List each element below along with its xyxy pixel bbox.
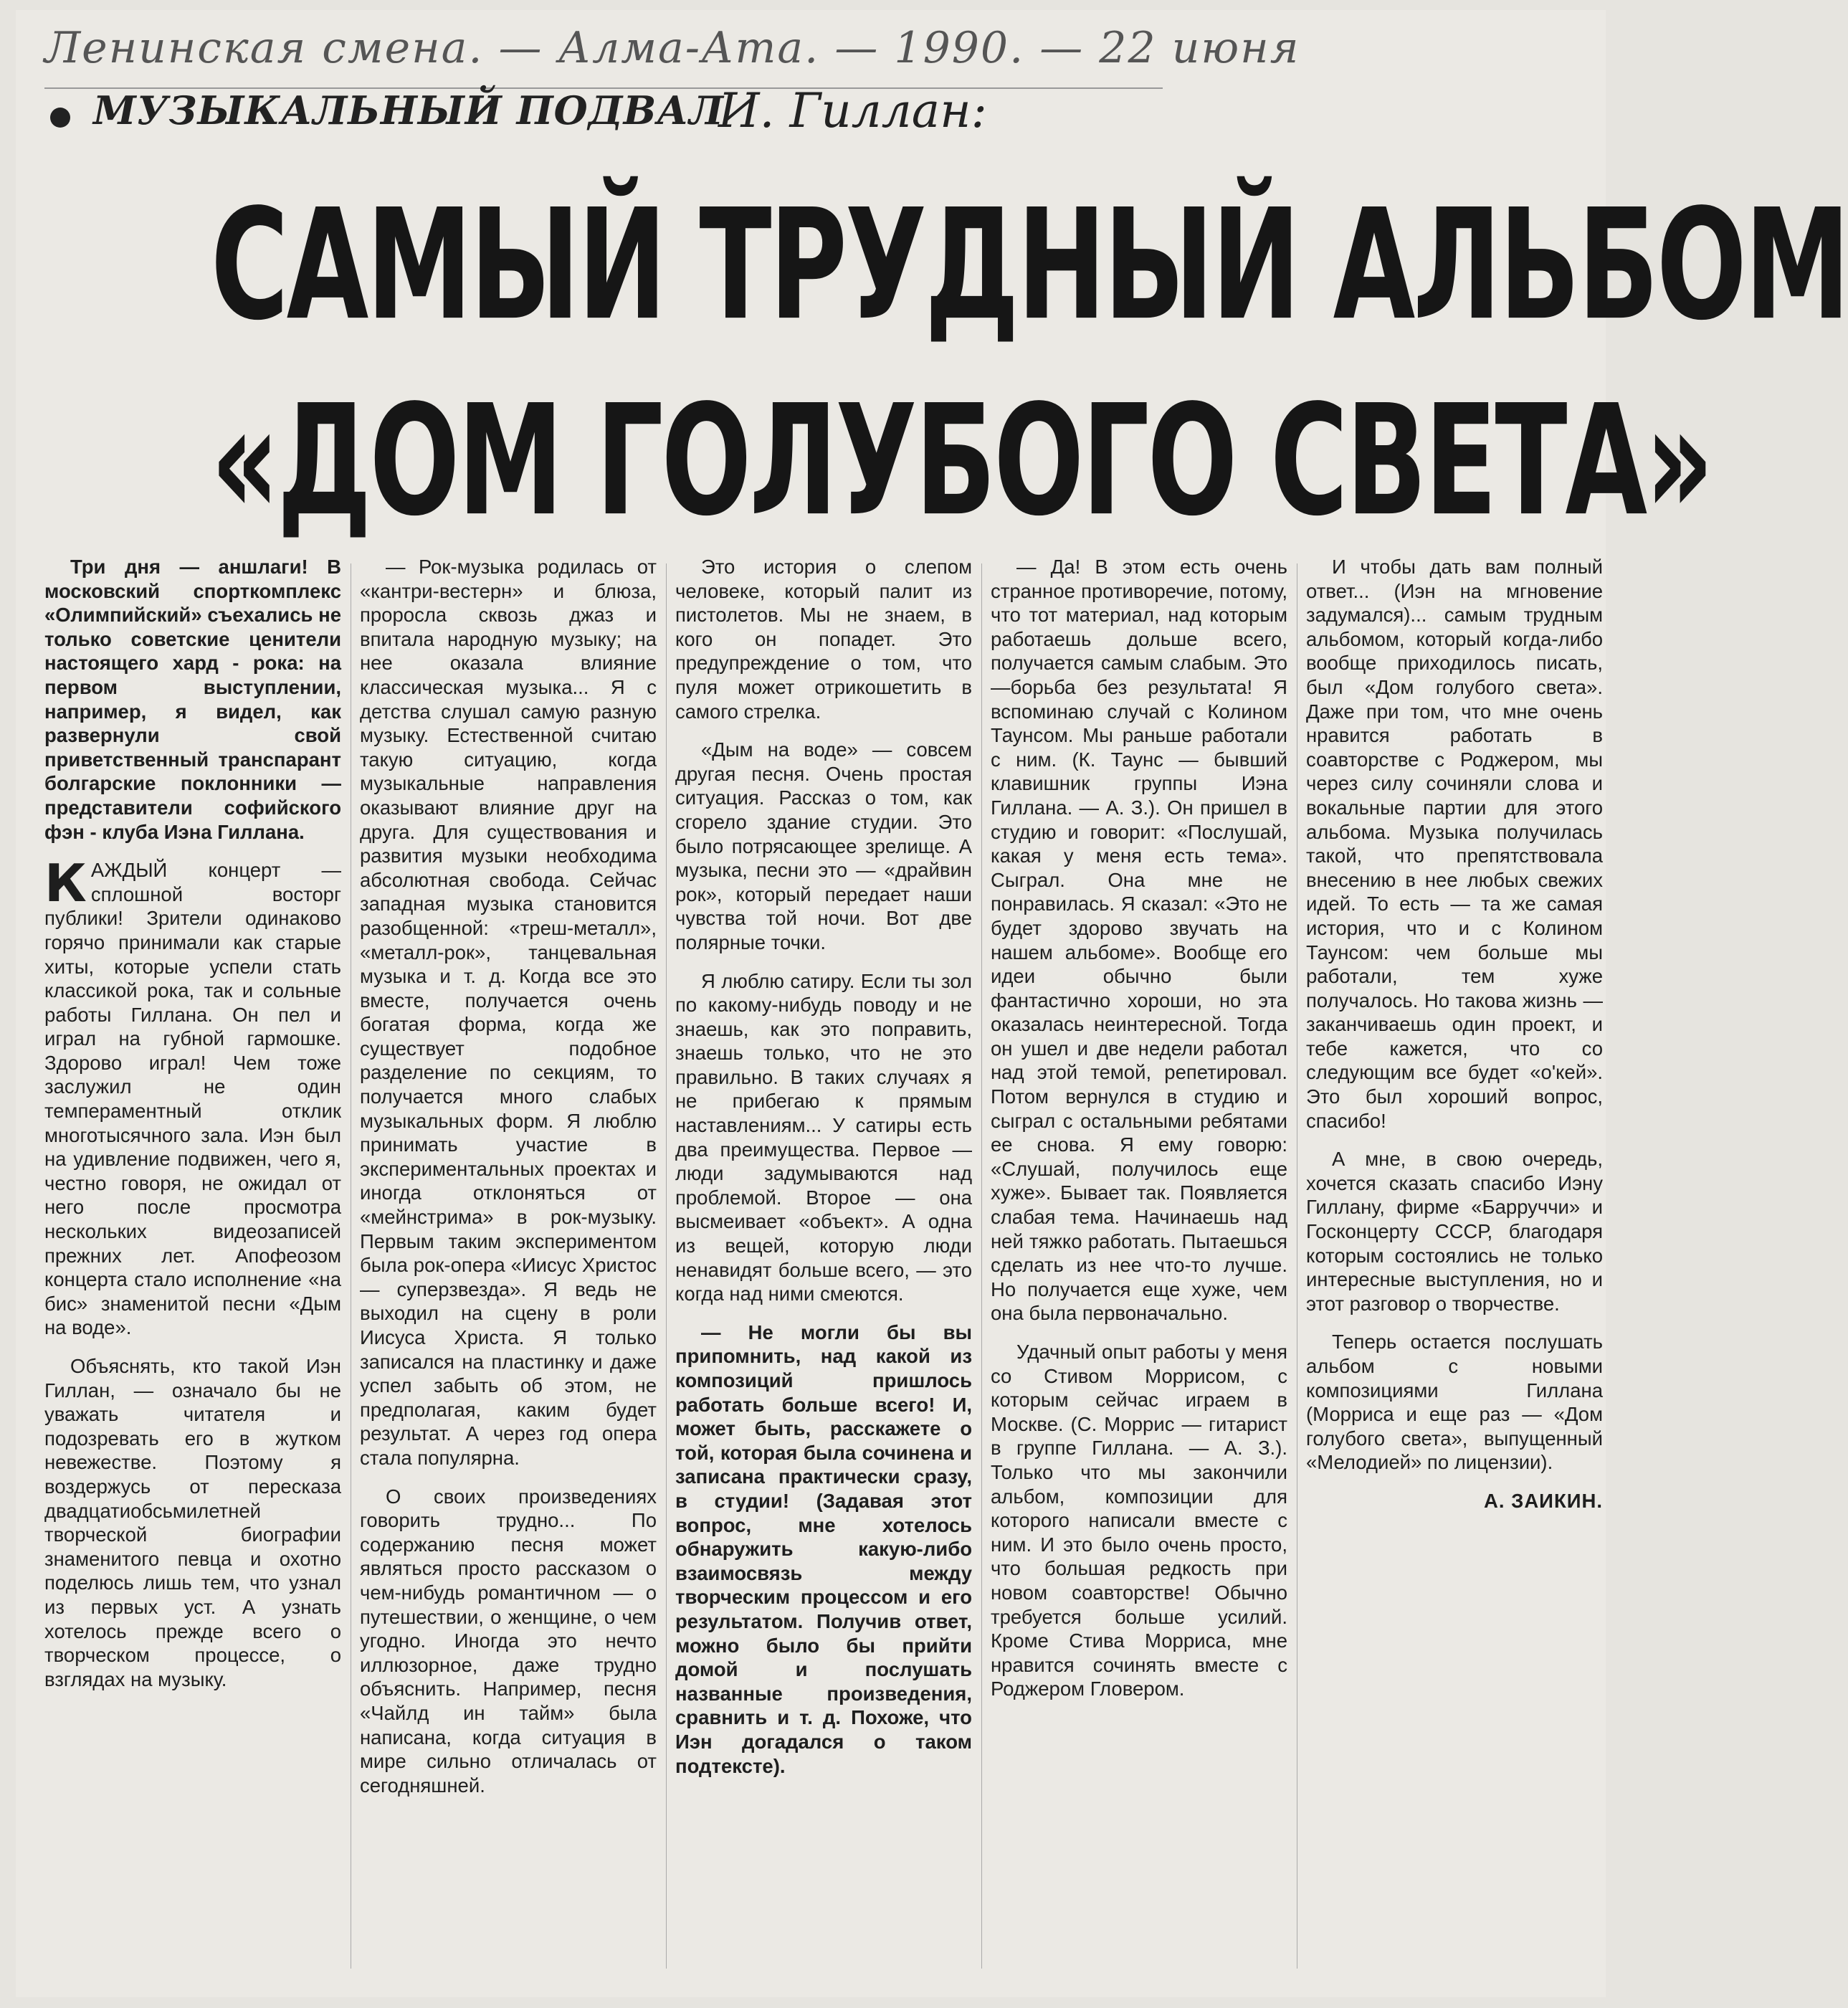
article-paragraph: — Рок-музыка родилась от «кантри-вестерн» и блюза, проросла сквозь джаз и впитала народную музыку; на нее оказала влияние классическая музыка... Я с детства слушал самую разную музыку. Естественной считаю такую ситуацию, когда музыкальные направления оказывают влияние друг на друга. Для существования и развития музыки необходима абсолютная свобода. Сейчас западная музыка становится разобщенной: «треш-металл», «металл-рок», танцевальная музыка и т. д. Когда все это вместе, получается очень богатая форма, когда же существует подобное разделение по секциям, то получается много слабых музыкальных форм. Я люблю принимать участие в экспериментальных проектах и иногда отклоняться от «мейнстрима» в рок-музыку. Первым таким экспериментом была рок-опера «Иисус Христос — суперзвезда». Я ведь не выходил на сцену в роли Иисуса Христа. Я только записался на пластинку и даже успел забыть об этом, не предполагая, каким будет результат. А через год опера стала популярна.	[360, 556, 657, 1469]
drop-cap: К	[44, 853, 87, 914]
column-divider	[666, 563, 667, 1969]
article-paragraph: Удачный опыт работы у меня со Стивом Моррисом, с которым сейчас играем в Москве. (С. Моррис — гитарист в группе Гиллана. — А. З.). Только что мы закончили альбом, композиции для которого написали вместе с ним. И это было очень просто, что большая редкость при новом соавторстве! Обычно требуется больше усилий. Кроме Стива Морриса, мне нравится сочинять вместе с Роджером Гловером.	[991, 1341, 1287, 1700]
article-lead: Три дня — аншлаги! В московский спорткомплекс «Олимпийский» съехались не только советские ценители настоящего хард - рока: на первом выступлении, например, я видел, как развернули свой приветственный транспарант болгарские поклонники — представители софийского фэн - клуба Иэна Гиллана.	[44, 556, 341, 843]
article-paragraph: А мне, в свою очередь, хочется сказать спасибо Иэну Гиллану, фирме «Барруччи» и Госконцерту СССР, благодаря которым состоялись не только интересные выступления, но и этот разговор о творчестве.	[1306, 1148, 1603, 1315]
handwritten-source-note: Ленинская смена. — Алма-Ата. — 1990. — 22 июня	[44, 23, 1163, 89]
article-paragraph: Объяснять, кто такой Иэн Гиллан, — означало бы не уважать читателя и подозревать его в жутком невежестве. Поэтому я воздержусь от пересказа двадцатиобсьмилетней творческой биографии знаменитого певца и охотно поделюсь лишь тем, что узнал из первых уст. А узнать хотелось прежде всего о творческом процессе, о взглядах на музыку.	[44, 1355, 341, 1690]
article-paragraph: «Дым на воде» — совсем другая песня. Очень простая ситуация. Рассказ о том, как сгорело здание студии. Это было потрясающее зрелище. А музыка, песни это — «драйвин рок», который передает наши чувства той ночи. Вот две полярные точки.	[675, 738, 972, 953]
article-paragraph: Я люблю сатиру. Если ты зол по какому-нибудь поводу и не знаешь, как это поправить, знаешь только, что не это правильно. В таких случаях я не прибегаю к прямым наставлениям... У сатиры есть два преимущества. Первое — люди задумываются над проблемой. Второе — она высмеивает «объект». А одна из вещей, которую люди ненавидят больше всего, — это когда над ними смеются.	[675, 969, 972, 1305]
article-paragraph: — Да! В этом есть очень странное противоречие, потому, что тот материал, над которым работаешь дольше всего, получается самым слабым. Это—борьба без результата! Я вспоминаю случай с Колином Таунсом. Мы раньше работали с ним. (К. Таунс — бывший клавишник группы Иэна Гиллана. — А. З.). Он пришел в студию и говорит: «Послушай, какая у меня есть тема». Сыграл. Она мне не понравилась. Я сказал: «Это не будет здорово звучать на нашем альбоме». Вообще его идеи обычно были фантастично хороши, но эта оказалась неинтересной. Тогда он ушел и две недели работал над этой темой, репетировал. Потом вернулся в студию и сыграл с остальными ребятами ее снова. Я ему говорю: «Слушай, получилось еще хуже». Бывает так. Появляется слабая тема. Начинаешь над ней тяжко работать. Пытаешься сделать из нее что-то лучше. Но получается еще хуже, чем она была первоначально.	[991, 556, 1287, 1325]
article-column-2	[360, 555, 657, 1981]
headline-line-2: «ДОМ ГОЛУБОГО СВЕТА»	[211, 372, 1712, 550]
article-paragraph: О своих произведениях говорить трудно... По содержанию песня может являться просто рассказом о чем-нибудь романтичном — о путешествии, о женщине, о чем угодно. Иногда это нечто иллюзорное, даже трудно объяснить. Например, песня «Чайлд ин тайм» была написана, когда ситуация в мире сильно отличалась от сегодняшней.	[360, 1485, 657, 1797]
speaker-name: И. Гиллан:	[718, 83, 987, 138]
rubric-label: МУЗЫКАЛЬНЫЙ ПОДВАЛ	[93, 87, 725, 133]
column-divider	[981, 563, 982, 1969]
headline-line-1: САМЫЙ ТРУДНЫЙ АЛЬБОМ	[211, 176, 1848, 354]
article-column-5	[1306, 555, 1603, 1981]
rubric-row	[44, 80, 1607, 138]
author-signature: А. ЗАИКИН.	[1483, 1489, 1603, 1512]
article-column-3	[675, 555, 972, 1981]
article-column-1	[44, 555, 341, 1981]
newspaper-clipping	[16, 10, 1848, 1997]
paragraph-text: АЖДЫЙ концерт — сплошной восторг публики! Зрители одинаково горячо принимали как старые хиты, которые успели стать классикой рока, так и сольные работы Гиллана. Он пел и играл на губной гармошке. Здорово играл! Чем тоже заслужил не один темпераментный отклик многотысячного зала. Иэн был на удивление подвижен, чего я, честно говоря, не ожидал от него после просмотра нескольких видеозаписей прежних лет. Апофеозом концерта стало исполнение «на бис» знаменитой песни «Дым на воде».	[44, 859, 341, 1339]
bullet-icon	[50, 108, 70, 128]
article-paragraph	[44, 853, 341, 1340]
article-paragraph: И чтобы дать вам полный ответ... (Иэн на мгновение задумался)... самым трудным альбомом, который когда-либо вообще приходилось писать, был «Дом голубого света». Даже при том, что мне очень нравится работать в соавторстве с Роджером, мы через силу сочиняли слова и вокальные партии для этого альбома. Музыка получилась такой, что препятствовала внесению в нее любых свежих идей. То есть — та же самая история, что и с Колином Таунсом: чем больше мы работали, тем хуже получалось. Но такова жизнь — заканчиваешь один проект, и тебе кажется, что со следующим все будет «о'кей». Это был хороший вопрос, спасибо!	[1306, 556, 1603, 1132]
interview-question: — Не могли бы вы припомнить, над какой из композиций пришлось работать больше всего! И, может быть, расскажете о той, которая была сочинена и записана практически сразу, в студии! (Задавая этот вопрос, мне хотелось обнаружить какую-либо взаимосвязь между творческим процессом и его результатом. Получив ответ, можно было бы прийти домой и послушать названные произведения, сравнить и т. д. Похоже, что Иэн догадался о таком подтексте).	[675, 1321, 972, 1777]
article-body	[44, 555, 1610, 1981]
article-column-4	[991, 555, 1287, 1981]
article-paragraph: Теперь остается послушать альбом с новыми композициями Гиллана (Морриса и еще раз — «Дом голубого света», выпущенный «Мелодией» по лицензии).	[1306, 1331, 1603, 1474]
article-paragraph: Это история о слепом человеке, который палит из пистолетов. Мы не знаем, в кого он попадет. Это предупреждение о том, что пуля может отрикошетить в самого стрелка.	[675, 556, 972, 723]
